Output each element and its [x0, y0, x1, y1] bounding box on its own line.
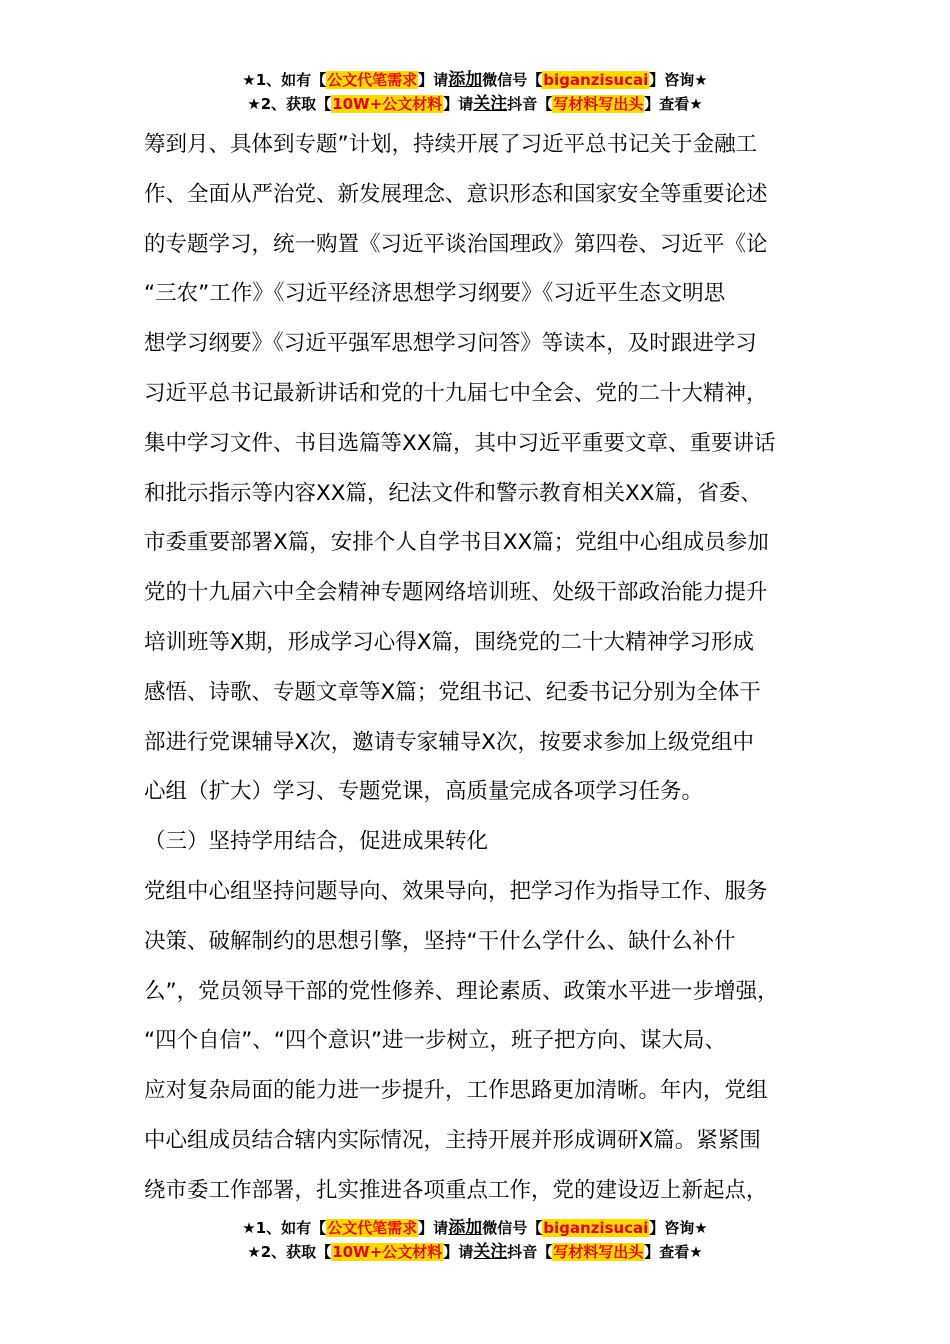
banner-text: 】咨询★: [649, 1219, 708, 1237]
text-line: 心组（扩大）学习、专题党课，高质量完成各项学习任务。: [144, 779, 704, 805]
banner-text: 】请: [418, 1219, 449, 1237]
emphasis-text: 添加: [448, 1218, 483, 1238]
highlight-wechat-id: biganzisucai: [543, 1219, 649, 1237]
banner-line-1: [0, 68, 950, 92]
text-line: 部进行党课辅导X次，邀请专家辅导X次，按要求参加上级党组中: [144, 729, 754, 755]
text-line: 和批示指示等内容XX篇，纪法文件和警示教育相关XX篇，省委、: [144, 480, 762, 506]
banner-text: ★1、如有【: [242, 71, 327, 89]
text-line: 感悟、诗歌、专题文章等X篇；党组书记、纪委书记分别为全体干: [144, 679, 761, 705]
text-line: 筹到月、具体到专题”计划，持续开展了习近平总书记关于金融工: [144, 132, 758, 157]
banner-text: ★2、获取【: [247, 95, 332, 113]
text-line: 市委重要部署X篇，安排个人自学书目XX篇；党组中心组成员参加: [144, 530, 769, 556]
text-line: 作、全面从严治党、新发展理念、意识形态和国家安全等重要论述: [144, 181, 768, 207]
section-heading: （三）坚持学用结合，促进成果转化: [144, 829, 489, 855]
banner-text: 】查看★: [644, 95, 703, 113]
banner-text: 】请: [418, 71, 449, 89]
text-line: 党的十九届六中全会精神专题网络培训班、处级干部政治能力提升: [144, 580, 768, 606]
highlight-materials: 10W+公文材料: [332, 1243, 443, 1261]
emphasis-text: 关注: [473, 94, 508, 114]
banner-text: 】咨询★: [649, 71, 708, 89]
banner-line-2: [0, 1240, 950, 1264]
banner-text: 微信号【: [482, 1219, 543, 1237]
text-line: 么”，党员领导干部的党性修养、理论素质、政策水平进一步增强，: [144, 978, 779, 1004]
text-line: “四个自信”、“四个意识”进一步树立，班子把方向、谋大局、: [144, 1028, 727, 1054]
banner-text: 】请: [443, 1243, 474, 1261]
banner-text: 】查看★: [644, 1243, 703, 1261]
text-line: 集中学习文件、书目选篇等XX篇，其中习近平重要文章、重要讲话: [144, 430, 776, 456]
banner-line-2: [0, 92, 950, 116]
banner-text: 微信号【: [482, 71, 543, 89]
text-line: 的专题学习，统一购置《习近平谈治国理政》第四卷、习近平《论: [144, 231, 768, 257]
text-line: 中心组成员结合辖内实际情况，主持开展并形成调研X篇。紧紧围: [144, 1127, 761, 1153]
footer-banner: [0, 1216, 950, 1264]
banner-text: ★1、如有【: [242, 1219, 327, 1237]
text-line: 应对复杂局面的能力进一步提升，工作思路更加清晰。年内，党组: [144, 1078, 768, 1104]
text-line: 培训班等X期，形成学习心得X篇，围绕党的二十大精神学习形成: [144, 629, 754, 655]
emphasis-text: 添加: [448, 70, 483, 90]
highlight-douyin-account: 写材料写出头: [553, 1243, 644, 1261]
banner-line-1: [0, 1216, 950, 1240]
highlight-douyin-account: 写材料写出头: [553, 95, 644, 113]
highlight-materials: 10W+公文材料: [332, 95, 443, 113]
highlight-service: 公文代笔需求: [327, 71, 418, 89]
text-line: 想学习纲要》《习近平强军思想学习问答》等读本，及时跟进学习: [144, 331, 757, 357]
banner-text: 抖音【: [507, 95, 553, 113]
emphasis-text: 关注: [473, 1242, 508, 1262]
text-line: 决策、破解制约的思想引擎，坚持“干什么学什么、缺什么补什: [144, 928, 736, 954]
text-line: “三农”工作》《习近平经济思想学习纲要》《习近平生态文明思: [144, 281, 726, 307]
highlight-wechat-id: biganzisucai: [543, 71, 649, 89]
document-body: [144, 120, 834, 1216]
text-line: 党组中心组坚持问题导向、效果导向，把学习作为指导工作、服务: [144, 878, 768, 904]
header-banner: [0, 68, 950, 116]
banner-text: 】请: [443, 95, 474, 113]
banner-text: ★2、获取【: [247, 1243, 332, 1261]
highlight-service: 公文代笔需求: [327, 1219, 418, 1237]
text-line: 习近平总书记最新讲话和党的十九届七中全会、党的二十大精神，: [144, 380, 768, 406]
banner-text: 抖音【: [507, 1243, 553, 1261]
text-line: 绕市委工作部署，扎实推进各项重点工作，党的建设迈上新起点，: [144, 1177, 768, 1203]
